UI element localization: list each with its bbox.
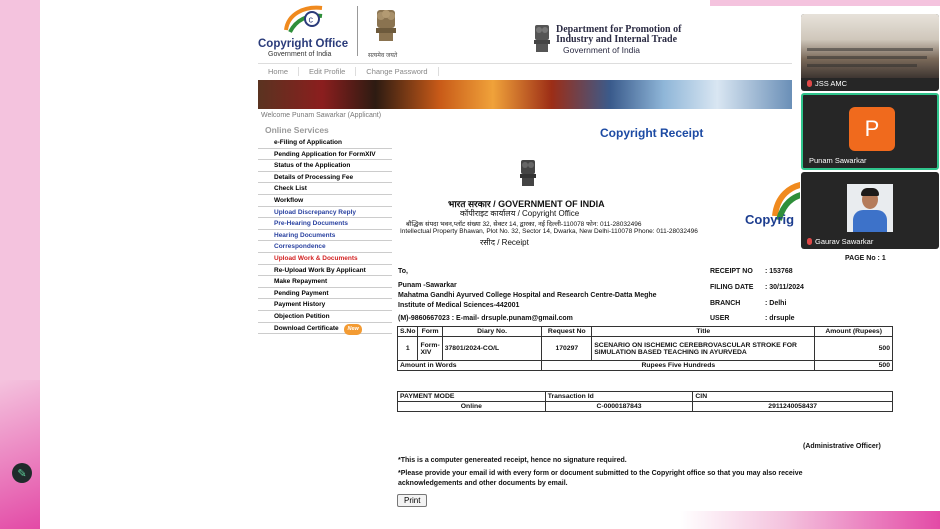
pencil-icon[interactable]: ✎ — [12, 463, 32, 483]
participant-tile[interactable] — [801, 172, 939, 249]
table-header: PAYMENT MODE — [398, 392, 546, 402]
video-detail — [807, 48, 933, 51]
receipt-no — [710, 268, 793, 275]
table-header: Form — [418, 327, 442, 337]
sidebar-item-payment-history[interactable]: Payment History — [258, 299, 392, 311]
participant-name: JSS AMC — [815, 79, 848, 88]
table-header: Title — [592, 327, 815, 337]
sidebar-item-upload-work[interactable]: Upload Work & Documents — [258, 253, 392, 265]
filing-date-value: : 30/11/2024 — [765, 284, 804, 291]
table-row — [398, 337, 893, 361]
mic-muted-icon — [807, 238, 812, 245]
table-header-row — [398, 392, 893, 402]
background-pink-bottom — [680, 511, 940, 529]
table-cell: 500 — [815, 337, 893, 361]
table-cell: SCENARIO ON ISCHEMIC CEREBROVASCULAR STROKE FOR SIMULATION BASED TEACHING IN AYURVEDA — [592, 337, 815, 361]
table-header: Diary No. — [442, 327, 542, 337]
header-divider — [357, 6, 358, 56]
address-hindi: बौद्धिक संपदा भवन,प्लॉट संख्या 32, सेक्टर 14, द्वारका, नई दिल्ली-110078 फोन: 011-28032496 — [406, 221, 642, 228]
table-cell: Rupees Five Hundreds — [542, 361, 815, 371]
table-cell: C-0000187843 — [545, 402, 693, 412]
table-header: Transaction Id — [545, 392, 693, 402]
table-cell: 170297 — [542, 337, 592, 361]
participant-tile-active[interactable] — [801, 93, 939, 170]
contact-details: (M)-9860667023 : E-mail- drsuple.punam@gmail.com — [398, 315, 573, 322]
copyright-office-heading: कॉपीराइट कार्यालय / Copyright Office — [460, 209, 580, 218]
branch — [710, 300, 786, 307]
participant-tile[interactable] — [801, 14, 939, 91]
table-row — [398, 402, 893, 412]
filing-date — [710, 284, 804, 291]
top-navigation — [258, 63, 792, 78]
video-detail — [853, 210, 887, 232]
table-cell: Form-XIV — [418, 337, 442, 361]
nav-edit-profile[interactable]: Edit Profile — [299, 67, 356, 76]
table-cell: Amount in Words — [398, 361, 542, 371]
table-header: S.No — [398, 327, 418, 337]
video-detail — [861, 188, 879, 196]
to-label: To, — [398, 268, 408, 275]
table-header: Amount (Rupees) — [815, 327, 893, 337]
participant-label — [807, 237, 873, 246]
nav-home[interactable]: Home — [258, 67, 299, 76]
logo-subtitle: Government of India — [268, 51, 332, 58]
sidebar-item-label: Download Certificate — [274, 324, 339, 332]
sidebar-item-check-list[interactable]: Check List — [258, 183, 392, 195]
national-emblem-icon — [371, 6, 401, 46]
emblem-caption: सत्यमेव जयते — [368, 53, 398, 59]
sidebar-item-objection-petition[interactable]: Objection Petition — [258, 311, 392, 323]
table-header: CIN — [693, 392, 893, 402]
receipt-subtitle: रसीद / Receipt — [480, 238, 529, 247]
national-emblem-icon — [517, 157, 539, 189]
sidebar-item-hearing[interactable]: Hearing Documents — [258, 230, 392, 242]
branch-label: BRANCH — [710, 300, 741, 307]
table-header-row — [398, 327, 893, 337]
svg-text:c: c — [308, 14, 313, 25]
receipt-items-table — [397, 326, 893, 371]
table-cell: Online — [398, 402, 546, 412]
sidebar-item-efiling[interactable]: e-Filing of Application — [258, 137, 392, 149]
sidebar-item-download-certificate[interactable] — [258, 323, 392, 335]
receipt-no-label: RECEIPT NO — [710, 268, 753, 275]
dept-name-line2: Industry and Internal Trade — [556, 34, 678, 45]
avatar: P — [849, 107, 895, 151]
video-detail — [807, 56, 927, 59]
sidebar-item-pending-payment[interactable]: Pending Payment — [258, 288, 392, 300]
table-row — [398, 361, 893, 371]
sidebar-item-pending-formxiv[interactable]: Pending Application for FormXIV — [258, 149, 392, 161]
user-label: USER — [710, 315, 730, 322]
online-services-title: Online Services — [265, 125, 329, 135]
background-pink-triangle — [0, 380, 40, 529]
sidebar-menu — [258, 137, 392, 334]
table-cell: 2911240058437 — [693, 402, 893, 412]
copyright-swirl-icon — [282, 4, 326, 34]
sidebar-item-upload-discrepancy[interactable]: Upload Discrepancy Reply — [258, 207, 392, 219]
nav-change-password[interactable]: Change Password — [356, 67, 438, 76]
sidebar-item-reupload-work[interactable]: Re-Upload Work By Applicant — [258, 265, 392, 277]
participant-name: Punam Sawarkar — [809, 156, 867, 165]
sidebar-item-correspondence[interactable]: Correspondence — [258, 241, 392, 253]
print-button[interactable]: Print — [397, 494, 427, 507]
participant-label — [807, 79, 847, 88]
sidebar-item-processing-fee[interactable]: Details of Processing Fee — [258, 172, 392, 184]
participant-label — [809, 156, 867, 165]
classroom-video — [801, 14, 939, 78]
table-cell: 1 — [398, 337, 418, 361]
background-pink-top — [710, 0, 940, 6]
branch-value: : Delhi — [765, 300, 787, 307]
sidebar-item-workflow[interactable]: Workflow — [258, 195, 392, 207]
govt-heading: भारत सरकार / GOVERNMENT OF INDIA — [448, 199, 605, 209]
participant-name: Gaurav Sawarkar — [815, 237, 874, 246]
welcome-text: Welcome Punam Sawarkar (Applicant) — [261, 112, 382, 119]
user-value: : drsuple — [765, 315, 795, 322]
mic-muted-icon — [807, 80, 812, 87]
receipt-no-value: : 153768 — [765, 268, 793, 275]
page-title: Copyright Receipt — [600, 126, 704, 140]
dept-name-line1: Department for Promotion of — [556, 24, 682, 35]
video-detail — [807, 64, 917, 67]
payment-table — [397, 391, 893, 412]
sidebar-item-pre-hearing[interactable]: Pre-Hearing Documents — [258, 218, 392, 230]
new-badge: New — [344, 324, 361, 335]
copyright-office-logo — [258, 4, 354, 58]
sidebar-item-status[interactable]: Status of the Application — [258, 160, 392, 172]
recipient-name: Punam -Sawarkar — [398, 282, 457, 289]
participant-video — [847, 184, 893, 232]
note-computer-generated: *This is a computer genereated receipt, hence no signature required. — [398, 457, 627, 464]
note-email: *Please provide your email id with every form or document submitted to the Copyright office so that you may also receive acknowledgements and other documents by email. — [398, 470, 803, 487]
page-number: PAGE No : 1 — [845, 255, 886, 262]
table-header: Request No — [542, 327, 592, 337]
institute-line1: Mahatma Gandhi Ayurved College Hospital and Research Centre-Datta Meghe — [398, 292, 657, 299]
filing-date-label: FILING DATE — [710, 284, 754, 291]
table-cell: 37801/2024-CO/L — [442, 337, 542, 361]
institute-line2: Institute of Medical Sciences-442001 — [398, 302, 520, 309]
dept-govt: Government of India — [563, 45, 641, 55]
sidebar-item-make-repayment[interactable]: Make Repayment — [258, 276, 392, 288]
copyright-logo-text: Copyrig — [745, 212, 795, 227]
user — [710, 315, 795, 322]
admin-officer-label: (Administrative Officer) — [803, 443, 881, 450]
address-english: Intellectual Property Bhawan, Plot No. 32, Sector 14, Dwarka, New Delhi-110078 Phone: 011-28032496 — [400, 228, 698, 235]
dept-emblem-icon — [530, 22, 554, 56]
table-cell: 500 — [815, 361, 893, 371]
logo-title: Copyright Office — [258, 38, 349, 50]
header-banner-image — [258, 80, 792, 109]
